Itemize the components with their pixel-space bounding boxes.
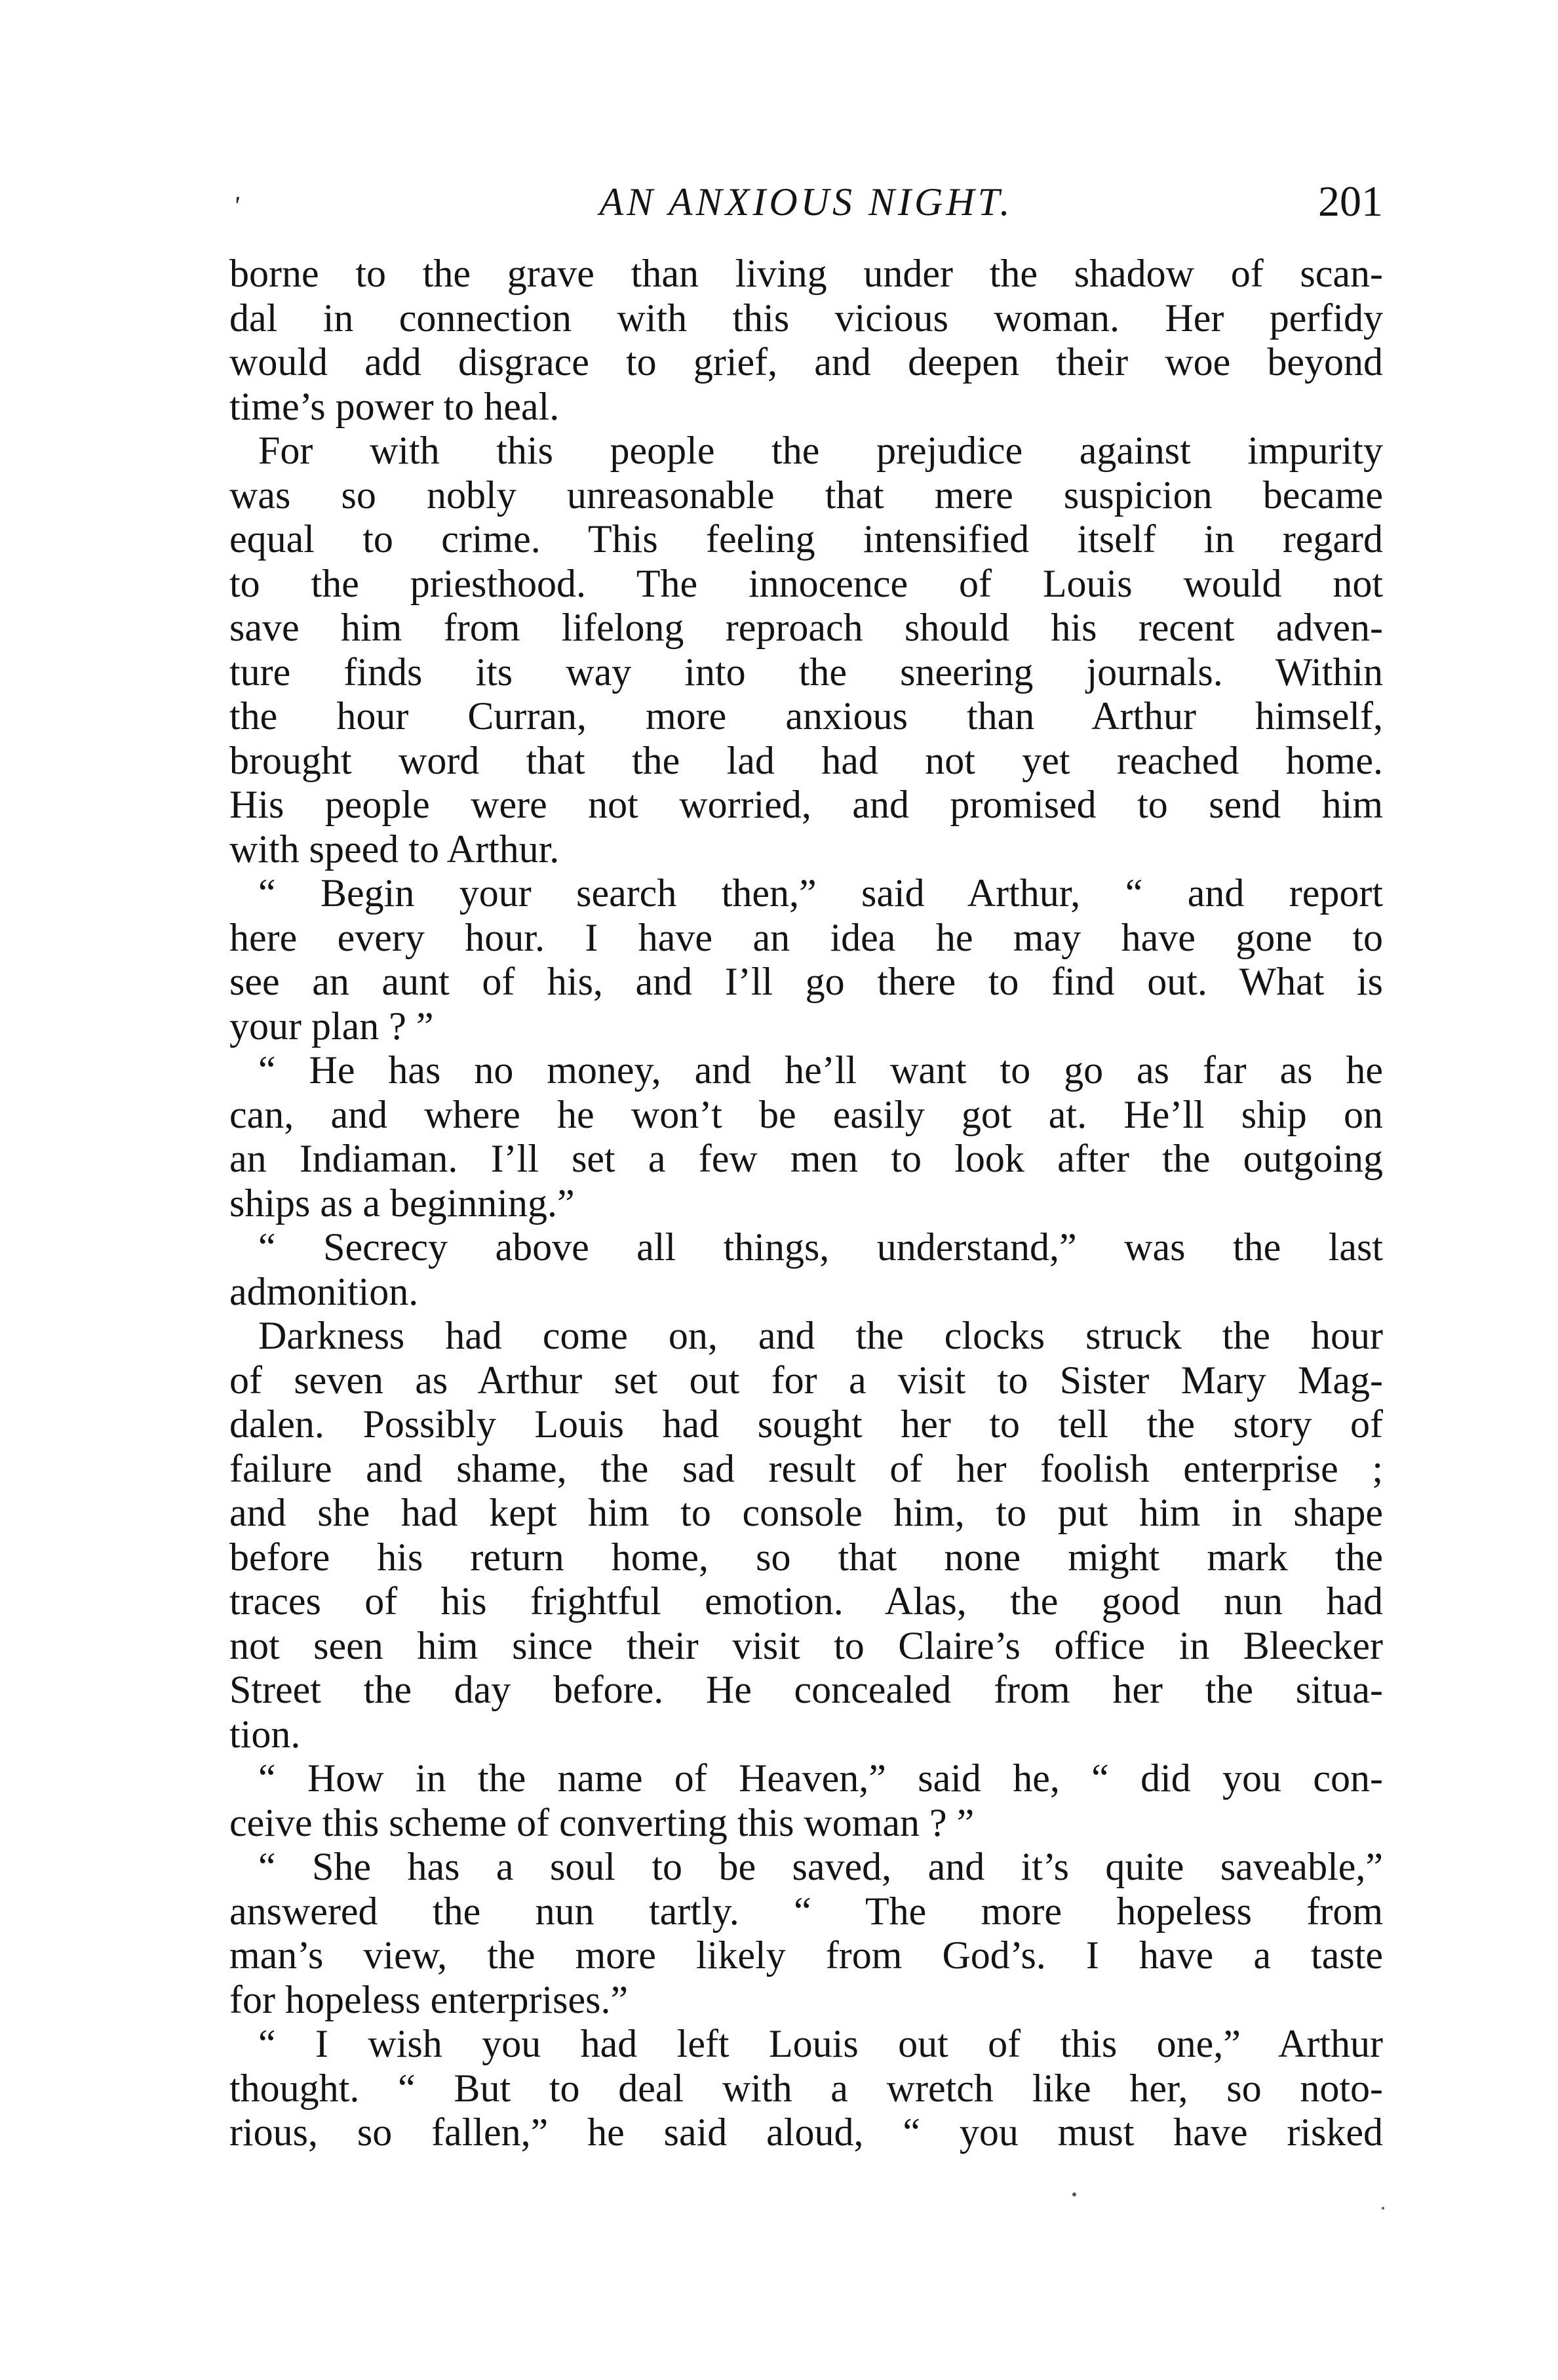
text-line: tion. xyxy=(229,1712,301,1756)
body-text xyxy=(229,252,1383,2155)
ink-speck xyxy=(1072,2192,1076,2196)
text-line: brought word that the lad had not yet reached home. xyxy=(229,738,1383,782)
text-line: rious, so fallen,” he said aloud, “ you must have risked xyxy=(229,2111,1383,2154)
ink-speck xyxy=(1382,2207,1384,2210)
text-line: would add disgrace to grief, and deepen their woe beyond xyxy=(229,340,1383,384)
text-line: “ She has a soul to be saved, and it’s quite saveable,” xyxy=(258,1845,1383,1888)
text-line: for hopeless enterprises.” xyxy=(229,1977,629,2021)
text-line: ceive this scheme of converting this woman ? ” xyxy=(229,1800,975,1844)
text-line: your plan ? ” xyxy=(229,1004,434,1048)
text-line: not seen him since their visit to Claire’s office in Bleecker xyxy=(229,1623,1383,1667)
text-line: the hour Curran, more anxious than Arthur himself, xyxy=(229,694,1383,738)
text-line: traces of his frightful emotion. Alas, the good nun had xyxy=(229,1579,1383,1623)
text-line: borne to the grave than living under the shadow of scan- xyxy=(229,252,1383,295)
text-line: thought. “ But to deal with a wretch like her, so noto- xyxy=(229,2066,1383,2110)
running-title: AN ANXIOUS NIGHT. xyxy=(599,180,1013,224)
text-line: of seven as Arthur set out for a visit to Sister Mary Mag- xyxy=(229,1358,1383,1402)
page-number: 201 xyxy=(1318,178,1383,226)
text-line: dal in connection with this vicious woman. Her perfidy xyxy=(229,296,1383,340)
text-line: His people were not worried, and promised to send him xyxy=(229,783,1383,826)
text-line: man’s view, the more likely from God’s. I have a taste xyxy=(229,1934,1383,1977)
text-line: see an aunt of his, and I’ll go there to find out. What is xyxy=(229,960,1383,1003)
text-line: before his return home, so that none might mark the xyxy=(229,1535,1383,1579)
text-line: answered the nun tartly. “ The more hopeless from xyxy=(229,1889,1383,1933)
text-line: “ I wish you had left Louis out of this one,” Arthur xyxy=(258,2022,1383,2065)
text-line: time’s power to heal. xyxy=(229,384,560,428)
text-line: an Indiaman. I’ll set a few men to look after the outgoing xyxy=(229,1137,1383,1180)
text-line: save him from lifelong reproach should his recent adven- xyxy=(229,606,1383,649)
text-line: equal to crime. This feeling intensified itself in regard xyxy=(229,517,1383,561)
running-head xyxy=(229,176,1383,228)
text-line: was so nobly unreasonable that mere suspicion became xyxy=(229,473,1383,517)
text-line: dalen. Possibly Louis had sought her to tell the story of xyxy=(229,1402,1383,1446)
text-line: “ Begin your search then,” said Arthur, “ and report xyxy=(258,871,1383,915)
text-line: Darkness had come on, and the clocks struck the hour xyxy=(258,1314,1383,1357)
text-line: Street the day before. He concealed from her the situa- xyxy=(229,1668,1383,1711)
text-line: ships as a beginning.” xyxy=(229,1181,575,1225)
text-line: “ How in the name of Heaven,” said he, “ did you con- xyxy=(258,1756,1383,1800)
header-mark: ' xyxy=(233,191,239,220)
text-line: “ Secrecy above all things, understand,” was the last xyxy=(258,1225,1383,1269)
text-line: “ He has no money, and he’ll want to go as far as he xyxy=(258,1048,1383,1092)
text-line: can, and where he won’t be easily got at. He’ll ship on xyxy=(229,1092,1383,1136)
text-line: ture finds its way into the sneering journals. Within xyxy=(229,650,1383,694)
text-line: and she had kept him to console him, to put him in shape xyxy=(229,1491,1383,1534)
text-line: here every hour. I have an idea he may have gone to xyxy=(229,915,1383,959)
text-line: For with this people the prejudice against impurity xyxy=(258,429,1383,472)
text-line: with speed to Arthur. xyxy=(229,827,560,871)
text-line: failure and shame, the sad result of her foolish enterprise ; xyxy=(229,1446,1383,1490)
text-line: to the priesthood. The innocence of Louis would not xyxy=(229,561,1383,605)
text-line: admonition. xyxy=(229,1269,419,1313)
